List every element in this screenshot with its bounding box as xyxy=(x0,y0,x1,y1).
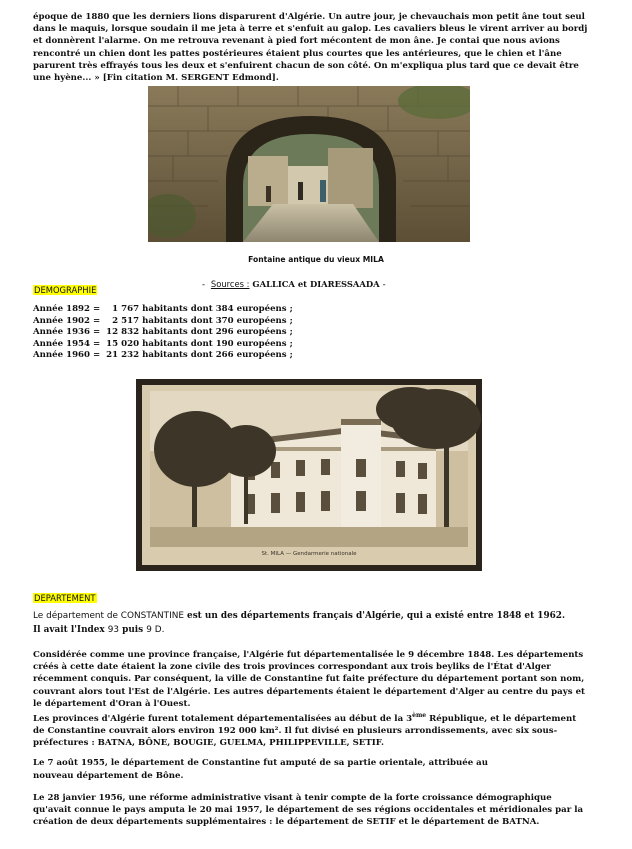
sources-link[interactable]: Sources : xyxy=(210,279,250,289)
departement-body xyxy=(33,610,603,835)
departement-history: Considérée comme une province française, l'Algérie fut départementalisée le 9 décembre 1848. Les départements créés à cette date étaient la zone civile des trois provinces correspondant aux trois beyliks de l'État d'Alger récemment conquis. Par conséquent, la ville de Constantine fut faite préfecture du département portant son nom, couvrant alors tout l'Est de l'Algérie. Les autres départements étaient le département d'Alger au centre du pays et le département d'Oran à l'Ouest. xyxy=(33,650,586,709)
sources-line: - Sources : GALLICA et DIARESSAADA - xyxy=(202,279,386,289)
departement-intro: Le département de CONSTANTINE est un des départements français d'Algérie, qui a existé entre 1848 et 1962. Il avait l'Index 93 puis 9 D. xyxy=(33,611,566,635)
demographie-heading: DEMOGRAPHIE xyxy=(34,285,97,295)
intro-line: parurent très effrayés tous les deux et s'enfuirent chacun de son côté. On m'expliqua plus tard que ce devait être xyxy=(33,60,579,71)
intro-line: dans le maquis, lorsque soudain il me jeta à terre et s'enfuit au galop. Les cavaliers bleus le virent arriver au bordj xyxy=(33,24,588,35)
population-row: Année 1960 = 21 232 habitants dont 266 européens ; xyxy=(33,350,293,361)
departement-provinces: Les provinces d'Algérie furent totalement départementalisées au début de la 3ème République, et le département de Constantine couvrait alors environ 192 000 km². Il fut divisé en plusieurs arrondissements, avec six sous- préfectures : BATNA, BÔNE, BOUGIE, GUELMA, PHILIPPEVILLE, SETIF. xyxy=(33,712,577,749)
population-row: Année 1936 = 12 832 habitants dont 296 européens ; xyxy=(33,327,293,338)
postcard-caption: St. MILA — Gendarmerie nationale xyxy=(261,551,357,557)
photo-caption: Fontaine antique du vieux MILA xyxy=(248,255,384,264)
population-row: Année 1954 = 15 020 habitants dont 190 européens ; xyxy=(33,338,293,349)
postcard-illustration xyxy=(136,379,482,571)
gendarmerie-postcard xyxy=(136,379,482,571)
intro-line: époque de 1880 que les derniers lions disparurent d'Algérie. Un autre jour, je chevauchais mon petit âne tout seul xyxy=(33,12,585,22)
departement-1956: Le 28 janvier 1956, une réforme administrative visant à tenir compte de la forte croissance démographique qu'avait connue le pays amputa le 20 mai 1957, le département de ses régions occidentales et méridionales par la création de deux départements supplémentaires : le département de SETIF et le département de BATNA. xyxy=(33,792,584,828)
population-row: Année 1892 = 1 767 habitants dont 384 européens ; xyxy=(33,304,293,314)
departement-1955: Le 7 août 1955, le département de Constantine fut amputé de sa partie orientale, attribuée au nouveau département de Bône. xyxy=(33,758,488,781)
population-row: Année 1902 = 2 517 habitants dont 370 européens ; xyxy=(33,315,293,326)
intro-line: une hyène... » [Fin citation M. SERGENT Edmond]. xyxy=(33,73,279,84)
sources-text: GALLICA et DIARESSAADA xyxy=(252,279,380,289)
population-list xyxy=(33,304,293,362)
intro-quote xyxy=(33,11,599,84)
intro-line: rencontré un chien dont les pattes postérieures étaient plus courtes que les antérieures, que le chien et l'âne xyxy=(33,48,562,59)
intro-line: et donnèrent l'alarme. On me retrouva revenant à pied fort mécontent de mon âne. Je contai que nous avions xyxy=(33,36,560,47)
fountain-arch-photo xyxy=(148,86,470,242)
arch-illustration xyxy=(148,86,470,242)
departement-heading: DEPARTEMENT xyxy=(34,593,96,603)
